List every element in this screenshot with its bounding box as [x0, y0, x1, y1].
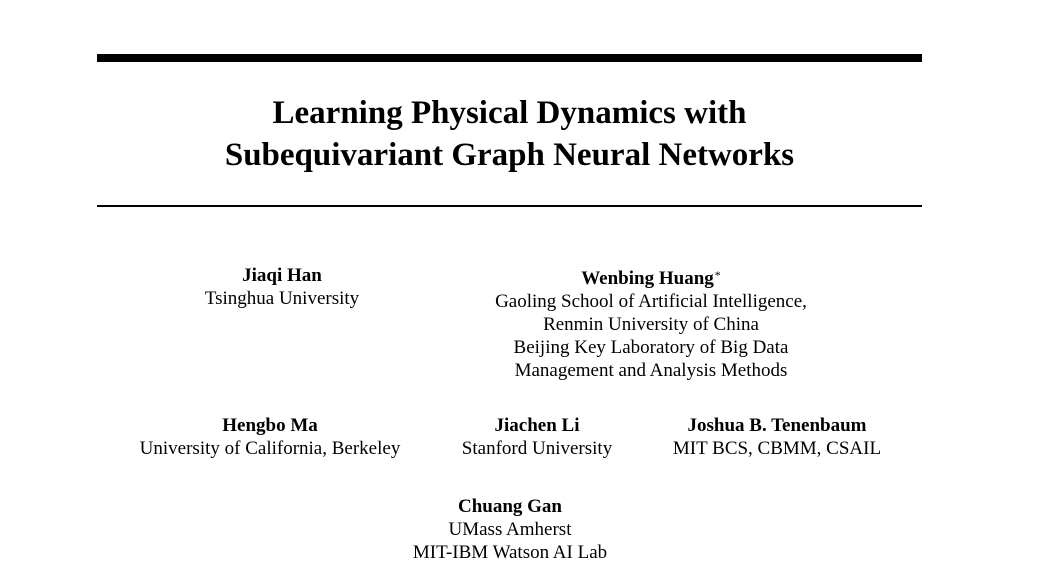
- author-affiliation: MIT-IBM Watson AI Lab: [412, 542, 608, 563]
- author-name: Hengbo Ma: [222, 415, 318, 436]
- author-name: Jiaqi Han: [242, 265, 322, 286]
- title-bottom-rule: [97, 205, 922, 207]
- author-block-han: [182, 264, 382, 310]
- author-affiliation: University of California, Berkeley: [139, 438, 401, 459]
- title-line-2: Subequivariant Graph Neural Networks: [224, 137, 795, 173]
- author-block-gan: [380, 495, 640, 564]
- title-top-rule: [97, 54, 922, 62]
- author-affiliation: Tsinghua University: [204, 288, 360, 309]
- author-block-tenenbaum: [638, 414, 916, 460]
- author-block-huang: [450, 264, 852, 382]
- author-block-ma: [100, 414, 440, 460]
- author-affiliation: UMass Amherst: [448, 519, 572, 540]
- author-name: Joshua B. Tenenbaum: [687, 415, 867, 436]
- author-affiliation: Management and Analysis Methods: [514, 360, 788, 381]
- corresponding-author-mark: *: [714, 268, 721, 282]
- author-name: Wenbing Huang*: [581, 268, 721, 289]
- author-affiliation: Stanford University: [461, 438, 613, 459]
- author-name: Jiachen Li: [494, 415, 580, 436]
- author-affiliation: Gaoling School of Artificial Intelligence,: [495, 291, 807, 312]
- author-affiliation: Beijing Key Laboratory of Big Data: [513, 337, 789, 358]
- author-block-li: [437, 414, 637, 460]
- title-line-1: Learning Physical Dynamics with: [272, 95, 747, 131]
- paper-title: [97, 92, 922, 176]
- author-affiliation: Renmin University of China: [543, 314, 759, 335]
- author-affiliation: MIT BCS, CBMM, CSAIL: [672, 438, 882, 459]
- author-name: Chuang Gan: [457, 496, 563, 517]
